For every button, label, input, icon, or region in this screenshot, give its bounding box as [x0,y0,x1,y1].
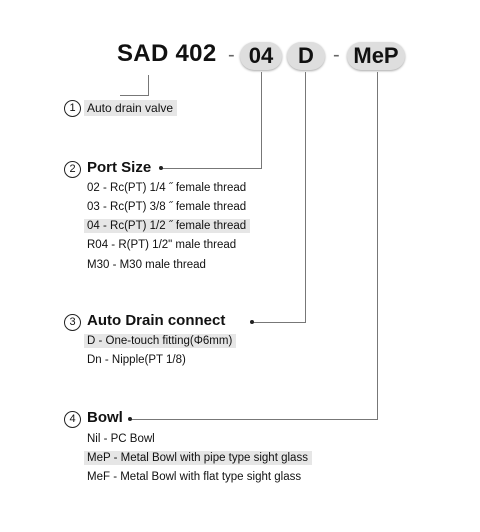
section-number-3: 3 [64,314,81,331]
bowl-item-selected [87,450,312,466]
connector-2-v [261,72,262,168]
bowl-code-pill: MeP [347,42,405,70]
connector-3-v [305,72,306,323]
connector-1-h [120,95,149,96]
port-size-item-selected [87,218,250,234]
bowl-item-selected-text: MeP - Metal Bowl with pipe type sight glass [84,451,312,465]
drain-code-pill: D [287,42,325,70]
section-number-1: 1 [64,100,81,117]
connector-4-h [131,419,378,420]
port-size-item: 02 - Rc(PT) 1/4 ˝ female thread [87,182,247,194]
port-size-heading: Port Size [87,159,152,176]
bowl-item: MeF - Metal Bowl with flat type sight glass [87,471,302,483]
drain-connect-item-selected-text: D - One-touch fitting(Φ6mm) [84,334,236,348]
auto-drain-valve-label [87,100,177,116]
port-size-item: 03 - Rc(PT) 3/8 ˝ female thread [87,201,247,213]
port-size-item-selected-text: 04 - Rc(PT) 1/2 ˝ female thread [84,219,250,233]
bowl-heading: Bowl [87,409,123,426]
auto-drain-connect-heading: Auto Drain connect [87,312,226,329]
connector-2-dot [159,166,163,170]
auto-drain-valve-text: Auto drain valve [84,100,177,116]
section-number-2: 2 [64,161,81,178]
connector-1 [148,75,149,95]
drain-connect-item: Dn - Nipple(PT 1/8) [87,354,186,366]
connector-4-v [377,72,378,420]
port-code-pill: 04 [240,42,282,70]
code-dash-1: - [228,44,235,66]
section-number-4: 4 [64,411,81,428]
drain-connect-item-selected [87,333,236,349]
port-size-item: M30 - M30 male thread [87,259,206,271]
connector-4-dot [128,417,132,421]
connector-2-h [162,168,262,169]
model-code [117,40,216,68]
code-dash-2: - [333,44,340,66]
connector-3-h [253,322,306,323]
connector-3-dot [250,320,254,324]
port-size-item: R04 - R(PT) 1/2" male thread [87,239,237,251]
bowl-item: Nil - PC Bowl [87,433,155,445]
model-name: SAD 402 [117,40,217,67]
